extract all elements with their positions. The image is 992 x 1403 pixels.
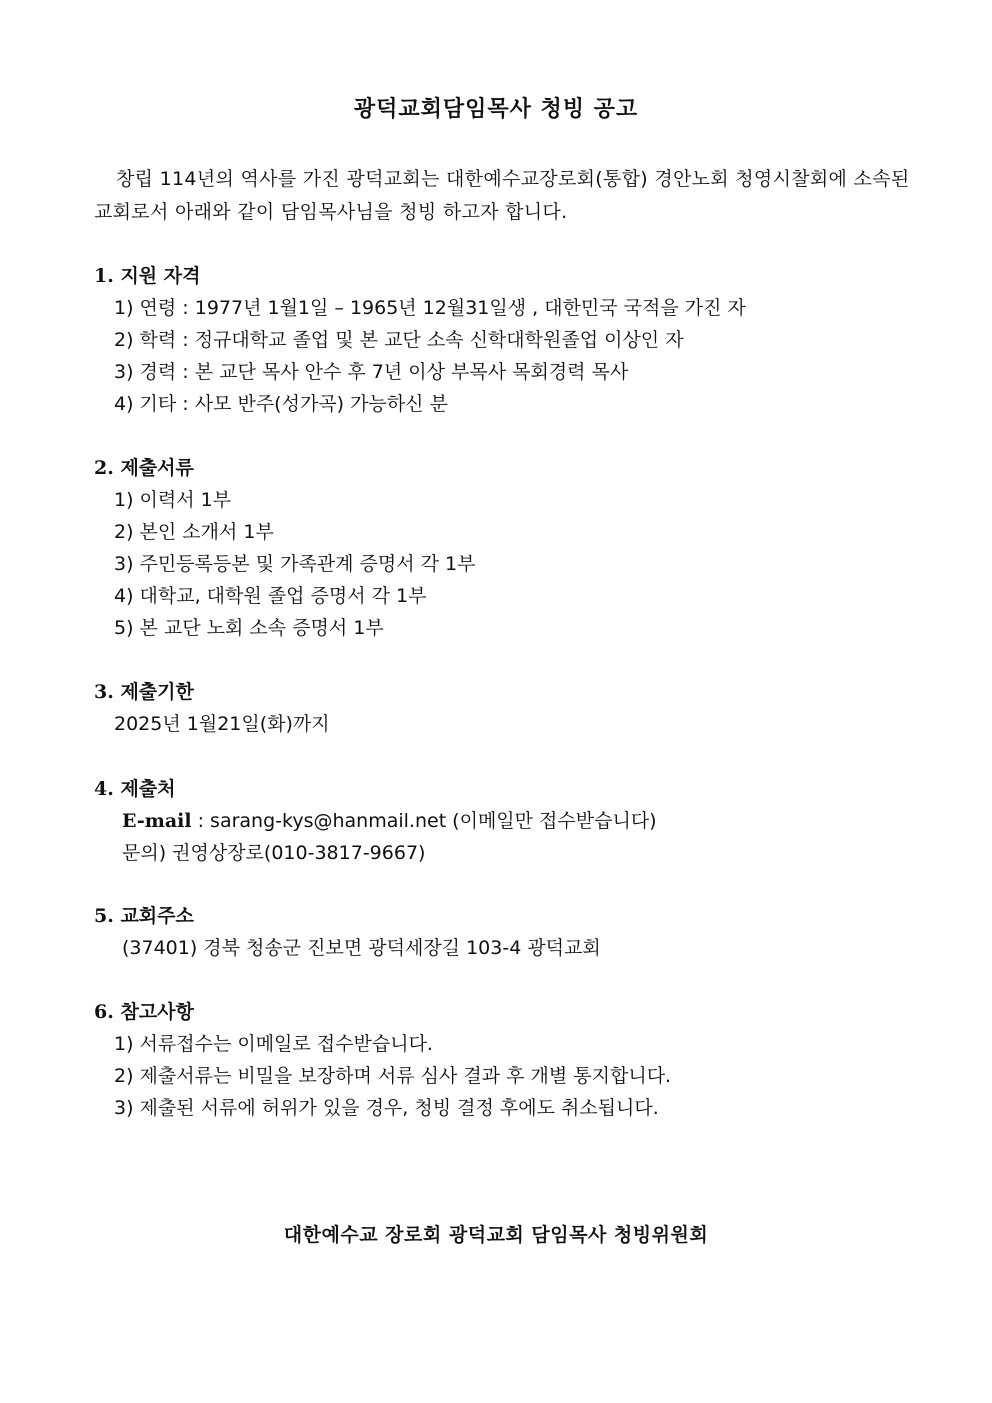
section-heading: 5. 교회주소	[94, 905, 194, 927]
email-line	[94, 805, 914, 837]
deadline-text: 2025년 1월21일(화)까지	[114, 713, 330, 735]
email-value: : sarang-kys@hanmail.net (이메일만 접수받습니다)	[191, 810, 657, 832]
list-item: 3) 경력 : 본 교단 목사 안수 후 7년 이상 부목사 목회경력 목사	[114, 361, 629, 383]
list-item: 5) 본 교단 노회 소속 증명서 1부	[114, 617, 384, 639]
list-item: 4) 기타 : 사모 반주(성가곡) 가능하신 분	[114, 393, 448, 415]
list-item: 1) 이력서 1부	[114, 489, 232, 511]
intro-paragraph	[94, 163, 914, 229]
section-notes	[94, 996, 914, 1124]
section-documents	[94, 452, 914, 644]
section-heading: 6. 참고사항	[94, 1001, 194, 1023]
committee-signature: 대한예수교 장로회 광덕교회 담임목사 청빙위원회	[283, 1224, 709, 1246]
list-item: 1) 서류접수는 이메일로 접수받습니다.	[114, 1033, 433, 1055]
section-address	[94, 900, 914, 964]
section-heading: 3. 제출기한	[94, 681, 194, 703]
list-item: 1) 연령 : 1977년 1월1일 – 1965년 12월31일생 , 대한민국 국적을 가진 자	[114, 297, 746, 319]
address-text: (37401) 경북 청송군 진보면 광덕세장길 103-4 광덕교회	[122, 937, 601, 959]
list-item: 2) 제출서류는 비밀을 보장하며 서류 심사 결과 후 개별 통지합니다.	[114, 1065, 672, 1087]
section-heading: 4. 제출처	[94, 778, 176, 800]
intro-text: 창립 114년의 역사를 가진 광덕교회는 대한예수교장로회(통합) 경안노회 청영시찰회에 소속된 교회로서 아래와 같이 담임목사님을 청빙 하고자 합니다.	[94, 168, 910, 223]
contact-line: 문의) 권영상장로(010-3817-9667)	[122, 842, 426, 864]
list-item: 2) 본인 소개서 1부	[114, 521, 274, 543]
section-heading: 1. 지원 자격	[94, 265, 201, 287]
email-label: E-mail	[122, 810, 192, 832]
list-item: 4) 대학교, 대학원 졸업 증명서 각 1부	[114, 585, 427, 607]
list-item: 2) 학력 : 정규대학교 졸업 및 본 교단 소속 신학대학원졸업 이상인 자	[114, 329, 684, 351]
page-title: 광덕교회담임목사 청빙 공고	[353, 96, 639, 122]
section-deadline	[94, 676, 914, 740]
list-item: 3) 제출된 서류에 허위가 있을 경우, 청빙 결정 후에도 취소됩니다.	[114, 1097, 659, 1119]
section-qualifications	[94, 260, 914, 420]
section-heading: 2. 제출서류	[94, 457, 194, 479]
list-item: 3) 주민등록등본 및 가족관계 증명서 각 1부	[114, 553, 476, 575]
section-submission	[94, 773, 914, 869]
